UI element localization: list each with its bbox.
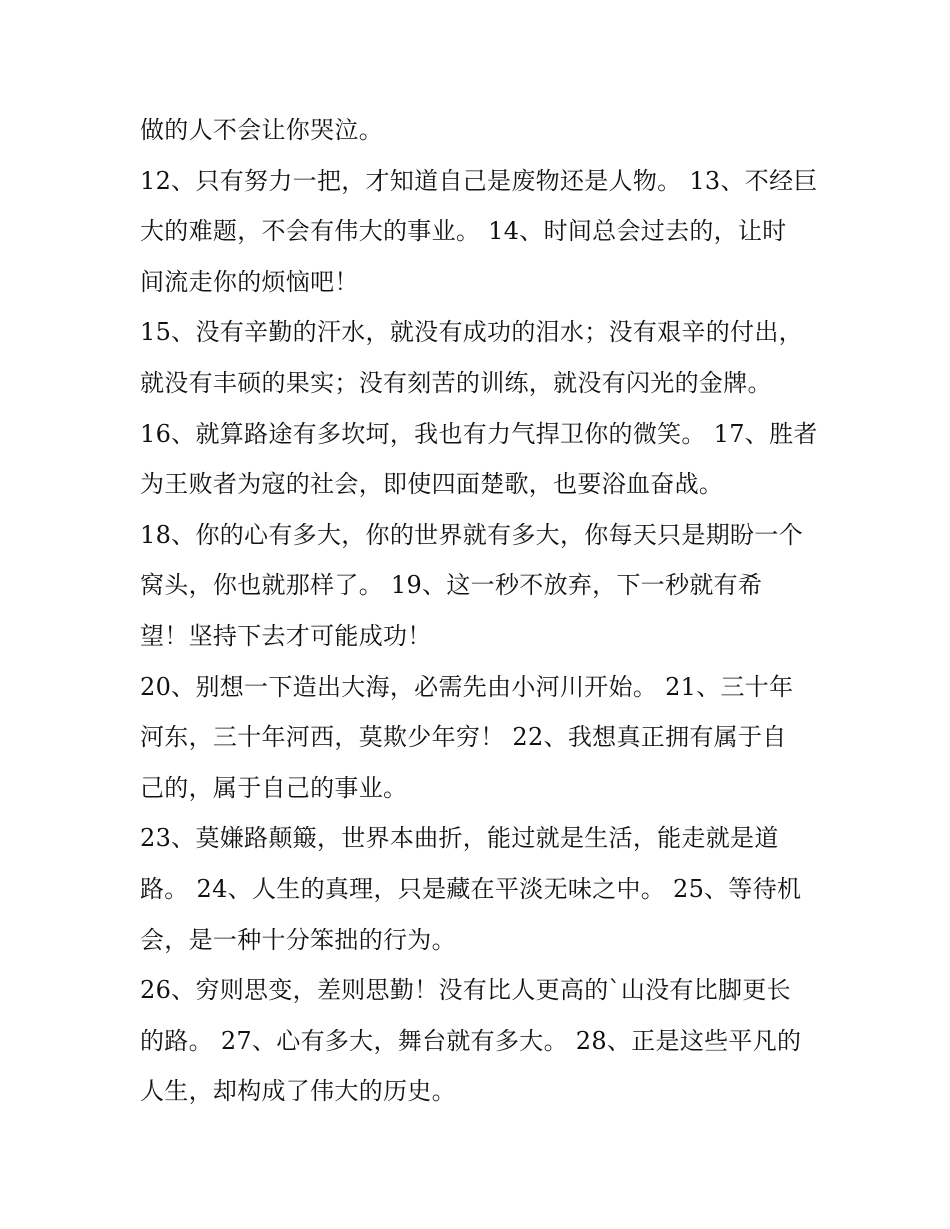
text-line: 20、别想一下造出大海，必需先由小河川开始。 21、三十年 xyxy=(140,673,794,701)
text-line: 做的人不会让你哭泣。 xyxy=(140,116,383,144)
text-line: 人生，却构成了伟大的历史。 xyxy=(140,1077,456,1105)
text-line: 23、莫嫌路颠簸，世界本曲折，能过就是生活，能走就是道 xyxy=(140,824,779,852)
text-line: 18、你的心有多大，你的世界就有多大，你每天只是期盼一个 xyxy=(140,521,803,549)
text-line: 间流走你的烦恼吧！ xyxy=(140,268,359,296)
text-line: 12、只有努力一把，才知道自己是废物还是人物。 13、不经巨 xyxy=(140,167,818,195)
text-line: 会，是一种十分笨拙的行为。 xyxy=(140,926,456,954)
text-line: 大的难题，不会有伟大的事业。 14、时间总会过去的，让时 xyxy=(140,217,787,245)
text-line: 窝头，你也就那样了。 19、这一秒不放弃，下一秒就有希 xyxy=(140,571,763,599)
text-line: 就没有丰硕的果实；没有刻苦的训练，就没有闪光的金牌。 xyxy=(140,369,772,397)
text-line: 己的，属于自己的事业。 xyxy=(140,774,408,802)
text-line: 望！坚持下去才可能成功！ xyxy=(140,622,432,650)
text-line: 的路。 27、心有多大，舞台就有多大。 28、正是这些平凡的 xyxy=(140,1027,802,1055)
text-line: 16、就算路途有多坎坷，我也有力气捍卫你的微笑。 17、胜者 xyxy=(140,420,818,448)
text-line: 路。 24、人生的真理，只是藏在平淡无味之中。 25、等待机 xyxy=(140,875,802,903)
text-line: 河东，三十年河西，莫欺少年穷！ 22、我想真正拥有属于自 xyxy=(140,723,787,751)
text-line: 26、穷则思变，差则思勤！没有比人更高的`山没有比脚更长 xyxy=(140,976,791,1004)
text-line: 15、没有辛勤的汗水，就没有成功的泪水；没有艰辛的付出， xyxy=(140,318,803,346)
text-line: 为王败者为寇的社会，即使四面楚歌，也要浴血奋战。 xyxy=(140,470,724,498)
